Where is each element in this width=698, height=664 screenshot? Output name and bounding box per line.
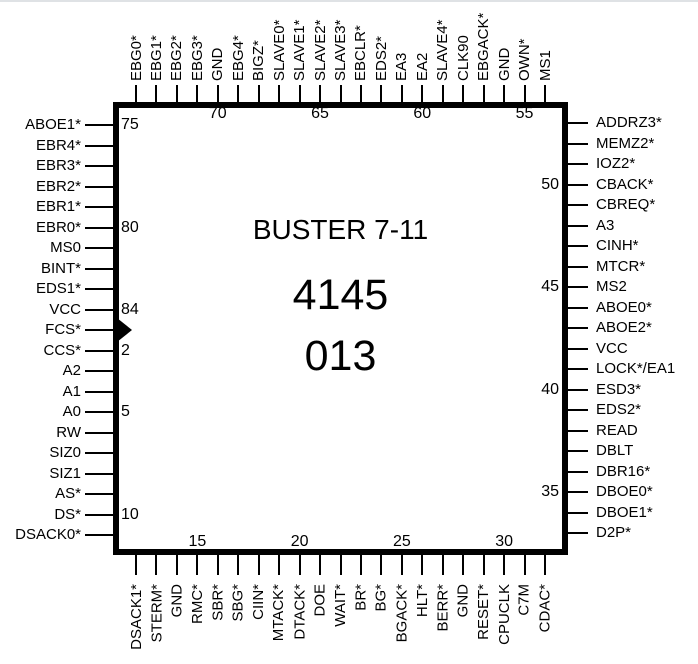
- pin-tick: [568, 491, 588, 493]
- pin-number: 80: [121, 218, 139, 236]
- pin-label: SBG*: [229, 584, 247, 622]
- pin-label: EBG3*: [188, 35, 206, 81]
- pin-label: ADDRZ3*: [596, 114, 662, 131]
- pin-label: EDS2*: [596, 401, 642, 418]
- pin-label: DBOE1*: [596, 503, 653, 521]
- pin-tick: [568, 512, 588, 514]
- pin-tick: [155, 555, 157, 575]
- pin-label: CLK90: [454, 35, 472, 81]
- pin-tick: [568, 471, 588, 473]
- pin-label: DBLT: [596, 442, 634, 459]
- pin-tick: [299, 555, 301, 575]
- pin-number: 40: [541, 380, 559, 398]
- pin-tick: [155, 85, 157, 102]
- pin-tick: [360, 555, 362, 575]
- chip-part-number: 4145: [292, 271, 389, 319]
- pin-tick: [278, 555, 280, 575]
- pin-label: OWN*: [516, 38, 534, 81]
- pin-tick: [85, 268, 113, 270]
- pin-label: BINT*: [40, 259, 81, 277]
- pin-label: LOCK*/EA1: [596, 360, 676, 377]
- pin-label: C7M: [516, 584, 534, 616]
- pin-tick: [524, 555, 526, 575]
- pin-tick: [568, 327, 588, 329]
- pin-number: 2: [121, 341, 130, 359]
- pin-tick: [568, 225, 588, 227]
- pin-label: DTACK*: [291, 584, 309, 640]
- pin-tick: [85, 186, 113, 188]
- pin-tick: [319, 555, 321, 575]
- pin-label: EBG0*: [127, 35, 145, 81]
- pin-tick: [85, 329, 113, 331]
- pin-label: CINH*: [596, 237, 639, 254]
- pin-tick: [340, 85, 342, 102]
- pin-tick: [135, 85, 137, 102]
- pin-number: 15: [188, 533, 207, 550]
- pin-tick: [85, 165, 113, 167]
- pin-label: RESET*: [475, 584, 493, 640]
- pin-label: CCS*: [43, 341, 81, 359]
- pin-label: EBG1*: [147, 35, 165, 81]
- pin-label: GND: [454, 584, 472, 618]
- pin-label: DSACK1*: [127, 584, 145, 650]
- pin-tick: [85, 473, 113, 475]
- pin-label: EDS2*: [372, 35, 390, 81]
- pin-tick: [568, 163, 588, 165]
- pin-tick: [401, 85, 403, 102]
- pin-label: BGACK*: [393, 584, 411, 643]
- pin-label: DBR16*: [596, 462, 651, 480]
- pin-label: EBR1*: [35, 198, 81, 215]
- pin-label: A0: [62, 403, 81, 420]
- pin-number: 50: [541, 175, 559, 193]
- pin-number: 65: [311, 105, 329, 122]
- pin-label: CDAC*: [536, 584, 554, 633]
- pin-label: EBR2*: [35, 177, 81, 195]
- pin-label: SLAVE0*: [270, 19, 288, 81]
- pin-tick: [85, 411, 113, 413]
- chip-package-outline: [113, 102, 568, 555]
- pin-label: MTACK*: [270, 584, 288, 642]
- pin-tick: [568, 348, 588, 350]
- pin-label: DOE: [311, 584, 329, 617]
- pin-label: VCC: [49, 300, 81, 318]
- pin-label: CPUCLK: [495, 584, 513, 645]
- pin-number: 20: [290, 533, 309, 550]
- pin-label: BIGZ*: [250, 40, 268, 81]
- pin-tick: [85, 432, 113, 434]
- pin-tick: [503, 555, 505, 575]
- pin-tick: [360, 85, 362, 102]
- pin-label: DBOE0*: [596, 483, 653, 500]
- pin-label: HLT*: [413, 584, 431, 618]
- pin-label: DSACK0*: [15, 526, 81, 543]
- pin-number: 55: [515, 105, 534, 122]
- pin-label: SLAVE2*: [311, 19, 329, 81]
- pin-label: EBGACK*: [475, 12, 493, 81]
- pin-tick: [568, 204, 588, 206]
- pin-label: MS1: [536, 50, 554, 81]
- pin-tick: [85, 288, 113, 290]
- pin-tick: [85, 247, 113, 249]
- pin-tick: [524, 85, 526, 102]
- pin-label: FCS*: [45, 321, 81, 338]
- pin-label: RW: [56, 423, 81, 441]
- pin-label: ESD3*: [596, 380, 642, 398]
- pin-tick: [568, 409, 588, 411]
- pin-tick: [483, 555, 485, 575]
- pin-label: ABOE1*: [25, 116, 81, 133]
- pin-number: 25: [392, 533, 411, 550]
- pin-tick: [278, 85, 280, 102]
- pin-label: EBR4*: [35, 136, 81, 154]
- pin-label: A3: [596, 216, 615, 234]
- pin-number: 10: [121, 505, 139, 523]
- pin1-marker-icon: [117, 318, 132, 342]
- pin-tick: [85, 350, 113, 352]
- pin-tick: [217, 85, 219, 102]
- pin-tick: [237, 85, 239, 102]
- pin-label: EBG4*: [229, 35, 247, 81]
- pin-tick: [258, 555, 260, 575]
- pin-tick: [85, 391, 113, 393]
- pin-number: 35: [541, 483, 559, 500]
- pin-number: 30: [495, 533, 513, 550]
- pin-label: WAIT*: [332, 584, 349, 627]
- pin-label: EA2: [413, 52, 431, 81]
- pin-tick: [568, 430, 588, 432]
- pin-label: SBR*: [209, 584, 227, 621]
- pin-number: 5: [121, 403, 130, 420]
- pin-label: MS2: [596, 278, 627, 295]
- pin-tick: [85, 145, 113, 147]
- pin-tick: [380, 85, 382, 102]
- pin-label: SLAVE1*: [291, 19, 309, 81]
- pin-label: IOZ2*: [596, 155, 636, 172]
- pin-tick: [568, 286, 588, 288]
- pin-label: MEMZ2*: [596, 134, 655, 152]
- pin-label: EDS1*: [35, 280, 81, 297]
- pin-label: EBG2*: [168, 35, 186, 81]
- pin-tick: [483, 85, 485, 102]
- pin-tick: [380, 555, 382, 575]
- pin-number: 75: [121, 116, 139, 133]
- pin-tick: [319, 85, 321, 102]
- pin-tick: [85, 370, 113, 372]
- pin-label: GND: [495, 47, 513, 81]
- pin-tick: [421, 85, 423, 102]
- pin-tick: [568, 532, 588, 534]
- pin-label: STERM*: [147, 584, 165, 643]
- pin-tick: [442, 555, 444, 575]
- pin-label: CBREQ*: [596, 196, 656, 213]
- pin-tick: [196, 85, 198, 102]
- pin-tick: [196, 555, 198, 575]
- pin-label: D2P*: [596, 524, 632, 541]
- pin-tick: [503, 85, 505, 102]
- pin-tick: [237, 555, 239, 575]
- pin-tick: [568, 307, 588, 309]
- pin-tick: [568, 450, 588, 452]
- chip-code: 013: [304, 332, 377, 380]
- pin-label: GND: [168, 584, 186, 618]
- pin-tick: [217, 555, 219, 575]
- pin-tick: [568, 266, 588, 268]
- pin-tick: [85, 124, 113, 126]
- pin-label: AS*: [55, 485, 81, 502]
- pin-label: MS0: [50, 239, 81, 256]
- pin-number: 45: [541, 278, 559, 295]
- pin-tick: [85, 493, 113, 495]
- pin-tick: [568, 389, 588, 391]
- pin-tick: [85, 534, 113, 536]
- pin-label: A1: [62, 382, 81, 400]
- pin-tick: [568, 122, 588, 124]
- pin-tick: [258, 85, 260, 102]
- pin-tick: [176, 85, 178, 102]
- pin-label: SIZ1: [49, 464, 81, 482]
- pin-tick: [462, 85, 464, 102]
- pin-tick: [568, 368, 588, 370]
- pin-label: READ: [596, 421, 638, 439]
- pin-label: CIIN*: [250, 584, 268, 620]
- pin-tick: [85, 514, 113, 516]
- pin-tick: [85, 309, 113, 311]
- pin-label: EA3: [393, 52, 411, 81]
- pin-label: BG*: [372, 584, 390, 612]
- pin-label: ABOE0*: [596, 298, 652, 316]
- pin-tick: [176, 555, 178, 575]
- pin-tick: [421, 555, 423, 575]
- pin-tick: [568, 245, 588, 247]
- pin-label: EBCLR*: [352, 25, 370, 81]
- pin-label: EBR3*: [35, 157, 81, 174]
- pin-label: SLAVE3*: [332, 19, 349, 81]
- pin-tick: [85, 206, 113, 208]
- pin-label: VCC: [596, 339, 628, 357]
- pin-tick: [135, 555, 137, 575]
- pin-tick: [442, 85, 444, 102]
- pin-label: ABOE2*: [596, 319, 652, 336]
- pin-tick: [401, 555, 403, 575]
- chip-title: BUSTER 7-11: [252, 214, 429, 245]
- pin-number: 84: [121, 300, 139, 318]
- pin-label: A2: [62, 362, 81, 379]
- pin-label: RMC*: [188, 584, 206, 624]
- window-top-border: [0, 0, 698, 2]
- pin-label: SIZ0: [49, 444, 81, 461]
- pin-number: 60: [413, 105, 432, 122]
- pin-tick: [85, 227, 113, 229]
- pin-tick: [544, 555, 546, 575]
- pin-tick: [299, 85, 301, 102]
- pin-label: CBACK*: [596, 175, 654, 193]
- pin-label: BERR*: [434, 584, 452, 632]
- pin-label: BR*: [352, 584, 370, 611]
- pin-label: DS*: [54, 505, 81, 523]
- pin-tick: [340, 555, 342, 575]
- pin-number: 70: [208, 105, 227, 122]
- pin-tick: [568, 184, 588, 186]
- pin-tick: [85, 452, 113, 454]
- pin-label: MTCR*: [596, 257, 646, 275]
- pin-label: GND: [209, 47, 227, 81]
- pin-label: SLAVE4*: [434, 19, 452, 81]
- pin-tick: [544, 85, 546, 102]
- pin-tick: [568, 143, 588, 145]
- pin-label: EBR0*: [35, 218, 81, 236]
- pin-tick: [462, 555, 464, 575]
